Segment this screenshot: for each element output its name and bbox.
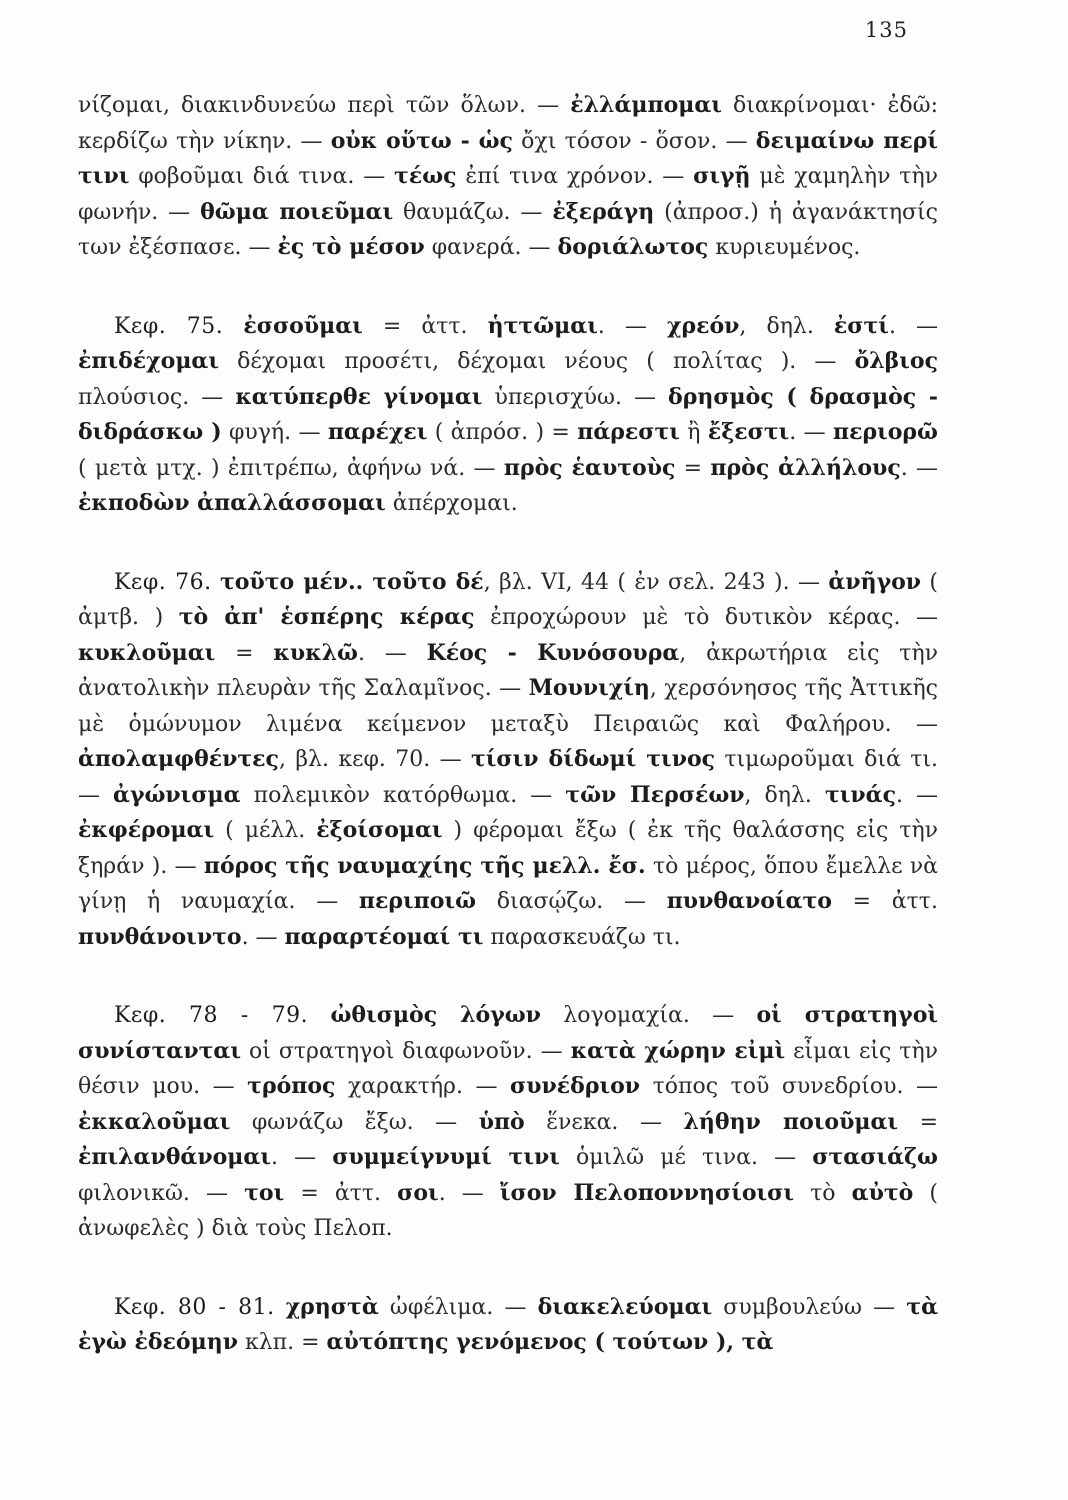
gloss-text: θαυμάζω. — — [393, 199, 553, 225]
lemma-term: ἐλλάμπομαι — [570, 92, 722, 118]
gloss-text: ( μέλλ. — [214, 818, 317, 843]
lemma-term: διακελεύομαι — [537, 1293, 713, 1320]
lemma-term: πάρεστι — [577, 419, 680, 445]
lemma-term: θῶμα ποιεῦμαι — [200, 198, 394, 225]
lemma-term: ἐς τὸ μέσον — [277, 234, 425, 260]
gloss-text: τιμωροῦμαι διά τι. — — [78, 747, 938, 808]
gloss-text: λογομαχία. — — [540, 1003, 757, 1028]
lemma-term: οὐκ οὕτω - ὡς — [330, 127, 513, 154]
gloss-text: . — — [789, 420, 833, 445]
lemma-term: ὄλβιος — [854, 348, 938, 374]
lemma-term: ἡττῶμαι — [487, 312, 598, 339]
lemma-term: ἐκκαλοῦμαι — [78, 1108, 231, 1135]
lemma-term: τῶν Περσέων — [565, 781, 745, 808]
lemma-term: συμμείγνυμί τινι — [332, 1144, 560, 1170]
page-number: 135 — [864, 18, 908, 42]
lemma-term: ἐστί — [833, 312, 889, 339]
lemma-term: συνέδριον — [510, 1073, 641, 1099]
section-paragraph — [78, 1290, 938, 1361]
gloss-text: . — — [597, 313, 667, 339]
lemma-term: Κέος - Κυνόσουρα — [426, 639, 680, 666]
gloss-text: = ἀττ. — [362, 313, 488, 339]
lemma-term: Μουνιχίη — [528, 675, 650, 701]
lemma-term: πυνθάνοιντο — [78, 923, 242, 950]
chapter-heading: Κεφ. 78 - 79. — [114, 1003, 309, 1028]
lemma-term: τοι — [244, 1179, 285, 1206]
lemma-term: τινάς — [824, 781, 896, 808]
lemma-term: τοῦτο μέν.. τοῦτο δέ — [220, 568, 484, 595]
gloss-text: ( ἀπρόσ. ) = — [427, 420, 578, 445]
gloss-text: . — — [241, 924, 285, 950]
lemma-term: δοριάλωτος — [557, 234, 709, 260]
section-paragraph — [78, 309, 938, 522]
gloss-text: ὄχι τόσον - ὅσον. — — [512, 128, 756, 154]
gloss-text: ( μετὰ μτχ. ) ἐπιτρέπω, ἀφήνω νά. — — [78, 455, 504, 481]
gloss-text: ὑπερισχύω. — — [482, 384, 669, 410]
gloss-text: , δηλ. — [739, 313, 834, 339]
lemma-term: ἐξεράγη — [552, 198, 655, 225]
gloss-text: τόπος τοῦ συνεδρίου. — — [640, 1074, 938, 1099]
gloss-text: . — — [357, 640, 427, 666]
lemma-term: ἀπολαμφθέντες — [78, 746, 279, 772]
lemma-term: οἱ στρατηγοὶ συνίστανται — [78, 1002, 939, 1064]
lemma-term: τὰ ἐγὼ ἐδεόμην — [78, 1293, 938, 1355]
gloss-text: , βλ. VI, 44 ( ἐν σελ. 243 ). — — [483, 569, 829, 595]
lemma-term: πρὸς ἀλλήλους — [710, 454, 901, 481]
lemma-term: κατύπερθε γίνομαι — [235, 383, 483, 410]
lemma-term: στασιάζω — [812, 1144, 939, 1170]
gloss-text: ἐπί τινα χρόνον. — — [456, 164, 694, 189]
lemma-term: ὑπὸ — [478, 1108, 525, 1135]
lemma-term: σιγῇ — [693, 163, 751, 189]
lemma-term: δρησμὸς ( δρασμὸς - διδράσκω ) — [78, 383, 938, 445]
gloss-text: πολεμικὸν κατόρθωμα. — — [240, 782, 566, 808]
gloss-text: , ἀκρωτήρια εἰς τὴν ἀνατολικὴν πλευρὰν τῆς Σαλαμῖνος. — — [78, 640, 938, 701]
glossary-section — [78, 998, 938, 1247]
gloss-text: . — — [888, 313, 938, 339]
gloss-text: οἱ στρατηγοὶ διαφωνοῦν. — — [241, 1038, 571, 1064]
lemma-term: ἐξοίσομαι — [316, 817, 443, 843]
gloss-text: τὸ — [794, 1180, 852, 1206]
glossary-section — [78, 565, 938, 956]
gloss-text: τὸ μέρος, ὅπου ἔμελλε νὰ γίνῃ ἡ ναυμαχία. — — [78, 853, 938, 914]
section-paragraph — [78, 565, 938, 956]
lemma-term: ἐπιλανθάνομαι — [78, 1144, 271, 1170]
glossary-section — [78, 1290, 938, 1361]
gloss-text: = — [215, 640, 274, 666]
gloss-text: μὲ χαμηλὴν τὴν φωνήν. — — [78, 164, 938, 225]
lemma-term: τρόπος — [247, 1073, 336, 1099]
gloss-text: . — — [895, 782, 938, 808]
lemma-term: σοι — [397, 1179, 439, 1206]
lemma-term: παραρτέομαί τι — [284, 923, 484, 950]
gloss-text: φανερά. — — [424, 235, 558, 260]
gloss-text: ( ἀνωφελὲς ) διὰ τοὺς Πελοπ. — [78, 1180, 939, 1241]
glossary-body — [78, 88, 938, 1404]
gloss-text: παρασκευάζω τι. — [483, 924, 681, 950]
gloss-text: κλπ. = — [237, 1330, 327, 1355]
lemma-term: ἐσσοῦμαι — [243, 312, 363, 339]
lemma-term: τὸ ἀπ' ἑσπέρης κέρας — [178, 604, 475, 630]
gloss-text: ( ἀμτβ. ) — [78, 569, 939, 630]
gloss-text: ἢ — [679, 420, 708, 445]
glossary-section — [78, 309, 938, 522]
gloss-text: , χερσόνησος τῆς Ἀττικῆς μὲ ὁμώνυμον λιμένα κείμενον μεταξὺ Πειραιῶς καὶ Φαλήρου. — — [78, 676, 938, 737]
gloss-text: φιλονικῶ. — — [78, 1180, 245, 1206]
lemma-term: παρέχει — [327, 419, 428, 445]
lemma-term: τέως — [394, 163, 457, 189]
gloss-text: χαρακτήρ. — — [335, 1074, 511, 1099]
gloss-text: , βλ. κεφ. 70. — — [278, 747, 471, 772]
gloss-text: φυγή. — — [221, 420, 328, 445]
chapter-heading: Κεφ. 80 - 81. — [114, 1294, 275, 1320]
lemma-term: αὐτὸ — [851, 1179, 914, 1206]
lemma-term: περιορῶ — [832, 419, 938, 445]
gloss-text: = ἀττ. — [284, 1180, 398, 1206]
lemma-term: περιποιῶ — [358, 888, 477, 914]
gloss-text: νίζομαι, διακινδυνεύω περὶ τῶν ὅλων. — — [78, 93, 571, 118]
lemma-term: πυνθανοίατο — [666, 888, 832, 914]
lemma-term: πόρος τῆς ναυμαχίης τῆς μελλ. ἔσ. — [203, 852, 646, 879]
gloss-text: διασῴζω. — — [476, 889, 667, 914]
gloss-text: = — [675, 455, 711, 481]
gloss-text: = — [898, 1109, 938, 1135]
lemma-term: ἐπιδέχομαι — [78, 348, 219, 374]
gloss-text: ἕνεκα. — — [524, 1109, 684, 1135]
lemma-term: αὐτόπτης γενόμενος ( τούτων ), τὰ — [326, 1329, 774, 1355]
gloss-text: = ἀττ. — [831, 889, 938, 914]
lemma-term: ὠθισμὸς λόγων — [330, 1002, 541, 1028]
gloss-text: φοβοῦμαι διά τινα. — — [129, 164, 395, 189]
chapter-heading: Κεφ. 76. — [114, 569, 212, 595]
gloss-text: εἶμαι εἰς τὴν θέσιν μου. — — [78, 1038, 939, 1099]
gloss-text: . — — [438, 1180, 500, 1206]
lemma-term: κυκλοῦμαι — [78, 639, 216, 666]
gloss-text: . — — [270, 1145, 333, 1170]
lemma-term: κυκλῶ — [273, 639, 358, 666]
section-paragraph — [78, 998, 938, 1247]
gloss-text: διακρίνομαι· ἐδῶ: κερδίζω τὴν νίκην. — — [78, 93, 938, 154]
gloss-text: δέχομαι προσέτι, δέχομαι νέους ( πολίτας ). — — [219, 349, 855, 374]
lemma-term: δειμαίνω περί τινι — [78, 127, 938, 189]
gloss-text: ἀπέρχομαι. — [385, 491, 518, 516]
gloss-text: συμβουλεύω — — [712, 1294, 907, 1320]
lemma-term: ἔξεστι — [707, 419, 790, 445]
gloss-text: ὁμιλῶ μέ τινα. — — [559, 1145, 813, 1170]
lemma-term: τίσιν δίδωμί τινος — [470, 746, 716, 772]
lemma-term: χρηστὰ — [285, 1293, 379, 1320]
gloss-text: (ἀπροσ.) ἡ ἀγανάκτησίς των ἐξέσπασε. — — [78, 199, 938, 260]
gloss-text: φωνάζω ἔξω. — — [230, 1109, 479, 1135]
lemma-term: ἀγώνισμα — [113, 781, 241, 808]
chapter-heading: Κεφ. 75. — [114, 313, 224, 339]
lemma-term: ἐκφέρομαι — [78, 817, 215, 843]
lemma-term: ἴσον Πελοποννησίοισι — [499, 1179, 795, 1206]
lemma-term: λήθην ποιοῦμαι — [683, 1108, 899, 1135]
lemma-term: πρὸς ἑαυτοὺς — [503, 454, 676, 481]
section-paragraph — [78, 88, 938, 266]
gloss-text: κυριευμένος. — [708, 235, 861, 260]
lemma-term: ἐκποδὼν ἀπαλλάσσομαι — [78, 490, 386, 516]
gloss-text: , δηλ. — [744, 782, 825, 808]
glossary-section — [78, 88, 938, 266]
gloss-text: . — — [900, 455, 939, 481]
lemma-term: ἀνῆγον — [828, 568, 922, 595]
lemma-term: χρεόν — [666, 312, 740, 339]
gloss-text: ὠφέλιμα. — — [378, 1294, 538, 1320]
gloss-text: πλούσιος. — — [78, 384, 236, 410]
gloss-text: ) φέρομαι ἔξω ( ἐκ τῆς θαλάσσης εἰς τὴν ξηράν ). — — [78, 818, 939, 879]
gloss-text: ἐπροχώρουν μὲ τὸ δυτικὸν κέρας. — — [474, 605, 938, 630]
lemma-term: κατὰ χώρην εἰμὶ — [570, 1037, 786, 1064]
